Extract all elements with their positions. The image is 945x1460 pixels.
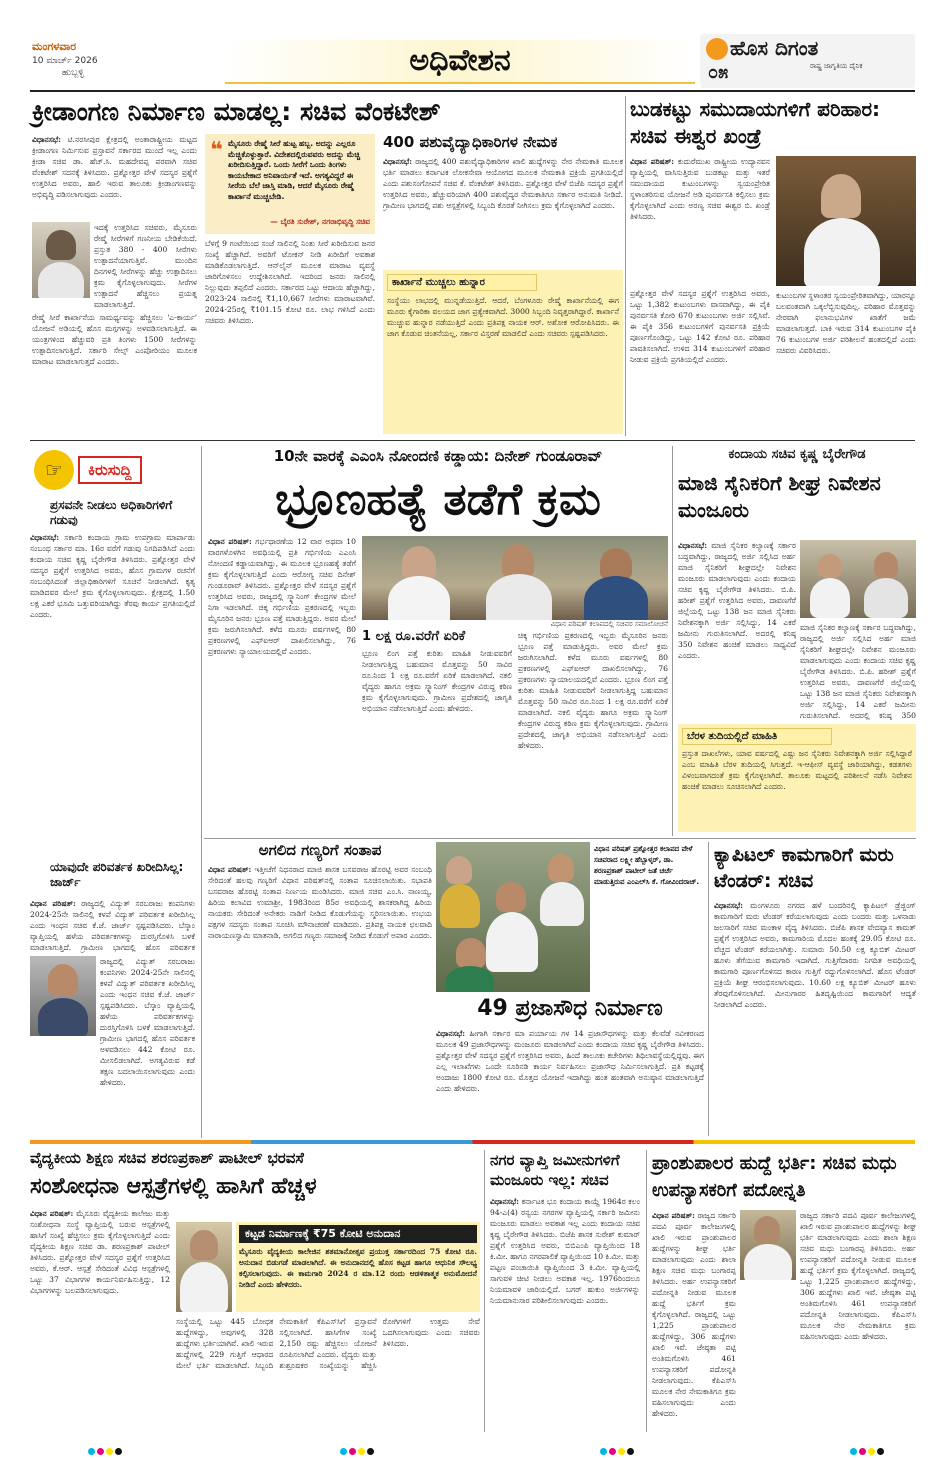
- dateline: ವಿಧಾನಸಭೆ:: [30, 533, 60, 542]
- george-photo: [30, 956, 96, 1036]
- story-text: ಪ್ರಶ್ನೋತ್ತರ ವೇಳೆ ಸದಸ್ಯರ ಪ್ರಶ್ನೆಗೆ ಉತ್ತರಿಸಿದ ಅವರು, ಒಟ್ಟು 1,382 ಕುಟುಂಬಗಳು ವಾಸವಾಗಿದ್ದು, ಈ ಪೈಕಿ ಪುನರ್ವಸತಿ ಕೋರಿ 670 ಕುಟುಂಬಗಳು ಅರ್ಜಿ ಸಲ್ಲಿಸಿವೆ. ಈ ಪೈಕಿ 356 ಕುಟುಂಬಗಳಿಗೆ ಪುನರ್ವಸತಿ ಪ್ರಕ್ರಿಯೆ ಪೂರ್ಣಗೊಂಡಿದ್ದು, ಒಟ್ಟು 142 ಕೋಟಿ ರೂ. ಪರಿಹಾರ ಪಾವತಿಸಲಾಗಿದೆ. ಉಳಿದ 314 ಕುಟುಂಬಗಳಿಗೆ ಪರಿಹಾರ ನೀಡುವ ಪ್ರಕ್ರಿಯೆ ಪ್ರಗತಿಯಲ್ಲಿದೆ ಎಂದರು.: [630, 289, 770, 364]
- story-text: ಬೆಳಗ್ಗೆ 9 ಗಂಟೆಯಿಂದ ಸಂಜೆ ಸಾಲಿನಲ್ಲಿ ನಿಂತು ಸೀರೆ ಖರೀದಿಸುವ ಜನರ ಸಂಖ್ಯೆ ಹೆಚ್ಚಾಗಿದೆ. ಅವರಿಗೆ ಟೋಕನ್ ನೀಡಿ ಖರೀದಿಗೆ ಅವಕಾಶ ಮಾಡಿಕೊಡಲಾಗುತ್ತಿದೆ. ಆನ್‌ಲೈನ್ ಮೂಲಕ ಮಾರಾಟ ವ್ಯವಸ್ಥೆ ಜಾರಿಗೊಳಿಸಲು ಉದ್ದೇಶಿಸಲಾಗಿದೆ. ಇದರಿಂದ ಜನರು ಸಾಲಿನಲ್ಲಿ ನಿಲ್ಲುವುದು ತಪ್ಪಲಿದೆ ಎಂದರು. ಸರ್ಕಾರದ ಒಟ್ಟು ಆದಾಯ ಹೆಚ್ಚಾಗಿದ್ದು, 2023-24 ಸಾಲಿನಲ್ಲಿ ₹1,10,667 ಸೀರೆಗಳು ಮಾರಾಟವಾಗಿವೆ. 2024-25ರಲ್ಲಿ ₹101.15 ಕೋಟಿ ರೂ. ಲಾಭ ಗಳಿಸಿದೆ ಎಂದು ಸಚಿವರು ತಿಳಿಸಿದರು.: [205, 239, 375, 325]
- dateline: ವಿಧಾನ ಪರಿಷತ್:: [30, 1209, 74, 1218]
- headline-capital: ಕ್ಯಾಪಿಟಲ್ ಕಾಮಗಾರಿಗೆ ಮರು ಟೆಂಡರ್: ಸಚಿವ: [714, 844, 894, 892]
- masthead-rule: [30, 90, 915, 92]
- kirusuddi-banner: [30, 446, 190, 494]
- weekday: ಮಂಗಳವಾರ: [32, 40, 77, 53]
- dateline: ವಿಧಾನ ಪರಿಷತ್:: [630, 157, 675, 166]
- dateline: ವಿಧಾನಸಭೆ:: [32, 135, 62, 144]
- dateline: ವಿಧಾನ ಪರಿಷತ್:: [208, 537, 252, 546]
- exsoldier-text-1: [678, 540, 796, 720]
- column-rule: [201, 446, 202, 1138]
- stadium-text-3: [32, 312, 197, 432]
- color-stripe: [30, 1140, 915, 1144]
- reward-box: [362, 630, 512, 834]
- story-text: ಮೈಸೂರು ವೈದ್ಯಕೀಯ ಕಾಲೇಜು ಮತ್ತು ಸಂಶೋಧನಾ ಸಂಸ್ಥೆ ವ್ಯಾಪ್ತಿಯಲ್ಲಿ ಬರುವ ಆಸ್ಪತ್ರೆಗಳಲ್ಲಿ ಹಾಸಿಗೆ ಸಂಖ್ಯೆ ಹೆಚ್ಚಿಸಲು ಕ್ರಮ ಕೈಗೊಳ್ಳಲಾಗುತ್ತಿದೆ ಎಂದು ವೈದ್ಯಕೀಯ ಶಿಕ್ಷಣ ಸಚಿವ ಡಾ. ಶರಣಪ್ರಕಾಶ್ ಪಾಟೀಲ್ ತಿಳಿಸಿದರು. ಪ್ರಶ್ನೋತ್ತರ ವೇಳೆ ಸದಸ್ಯರ ಪ್ರಶ್ನೆಗೆ ಉತ್ತರಿಸಿದ ಅವರು, ಕೆ.ಆರ್. ಆಸ್ಪತ್ರೆ ಸೇರಿದಂತೆ ವಿವಿಧ ಆಸ್ಪತ್ರೆಗಳಲ್ಲಿ ಒಟ್ಟು 37 ವಿಭಾಗಗಳ ಕಾರ್ಯನಿರ್ವಹಿಸುತ್ತಿದ್ದು, 12 ವಿಭಾಗಗಳನ್ನು ಬಲಪಡಿಸಲಾಗುವುದು.: [30, 1209, 170, 1295]
- story-text: ಕರ್ನಾಟಕ ಭೂ ಕಂದಾಯ ಕಾಯ್ದೆ 1964ರ ಕಲಂ 94-ಎ(4) ರನ್ವಯ ನಗರಗಳ ವ್ಯಾಪ್ತಿಯಲ್ಲಿ ಸರ್ಕಾರಿ ಜಮೀನು ಮಂಜೂರು ಮಾಡಲು ಅವಕಾಶ ಇಲ್ಲ ಎಂದು ಕಂದಾಯ ಸಚಿವ ಕೃಷ್ಣ ಬೈರೇಗೌಡ ತಿಳಿಸಿದರು. ಬಿಜೆಪಿ ಶಾಸಕ ಸುರೇಶ್ ಕುಮಾರ್ ಪ್ರಶ್ನೆಗೆ ಉತ್ತರಿಸಿದ ಅವರು, ಬಿಬಿಎಂಪಿ ವ್ಯಾಪ್ತಿಯಿಂದ 18 ಕಿ.ಮೀ. ಹಾಗೂ ನಗರಪಾಲಿಕೆ ವ್ಯಾಪ್ತಿಯಿಂದ 10 ಕಿ.ಮೀ. ಮತ್ತು ಪಟ್ಟಣ ಪಂಚಾಯಿತಿ ವ್ಯಾಪ್ತಿಯಿಂದ 3 ಕಿ.ಮೀ. ವ್ಯಾಪ್ತಿಯಲ್ಲಿ ಸಾಗುವಳಿ ಚೀಟಿ ನೀಡಲು ಅವಕಾಶ ಇಲ್ಲ. 1976ರಿಂದಲೂ ನಿಯಮಾವಳಿ ಜಾರಿಯಲ್ಲಿದೆ. ಬಗರ್ ಹುಕುಂ ಅರ್ಜಿಗಳನ್ನು ನಿಯಮಾನುಸಾರ ಪರಿಶೀಲಿಸಲಾಗುವುದು ಎಂದರು.: [490, 1197, 640, 1305]
- lead-headline: ಭ್ರೂಣಹತ್ಯೆ ತಡೆಗೆ ಕ್ರಮ: [275, 474, 601, 525]
- brand-logo: [700, 34, 915, 88]
- story-text: ಮಂಗಳೂರು ನಗರದ ಹಳೆ ಬಂದರಿನಲ್ಲಿ ಕ್ಯಾಪಿಟಲ್ ಡ್ರೆಜ್ಜಿಂಗ್ ಕಾಮಗಾರಿಗೆ ಮರು ಟೆಂಡರ್ ಕರೆಯಲಾಗುವುದು ಎಂದು ಬಂದರು ಮತ್ತು ಒಳನಾಡು ಜಲಸಾರಿಗೆ ಸಚಿವ ಮಂಕಾಳ ವೈದ್ಯ ತಿಳಿಸಿದರು. ಬಿಜೆಪಿ ಶಾಸಕ ವೇದವ್ಯಾಸ ಕಾಮತ್ ಪ್ರಶ್ನೆಗೆ ಉತ್ತರಿಸಿದ ಅವರು, ಕಾಮಗಾರಿಯ ಮೊದಲ ಹಂತಕ್ಕೆ 29.05 ಕೋಟಿ ರೂ. ವೆಚ್ಚದ ಟೆಂಡರ್ ಕರೆಯಲಾಗಿತ್ತು. ಸುಮಾರು 50.50 ಲಕ್ಷ ಕ್ಯೂಬಿಕ್ ಮೀಟರ್ ಹೂಳು ತೆಗೆಯುವ ಕಾಮಗಾರಿ ಇದಾಗಿದೆ. ಗುತ್ತಿಗೆದಾರರು ನಿಗದಿತ ಅವಧಿಯಲ್ಲಿ ಕಾಮಗಾರಿ ಪೂರ್ಣಗೊಳಿಸದ ಕಾರಣ ಗುತ್ತಿಗೆ ರದ್ದುಗೊಳಿಸಲಾಗಿದೆ. ಹೊಸ ಟೆಂಡರ್ ಪ್ರಕ್ರಿಯೆ ಶೀಘ್ರ ಆರಂಭಿಸಲಾಗುವುದು. 10.60 ಲಕ್ಷ ಕ್ಯೂಬಿಕ್ ಮೀಟರ್ ಹೂಳು ತೆರವುಗೊಳಿಸಲಾಗಿದೆ. ಮೀನುಗಾರರ ಹಿತದೃಷ್ಟಿಯಿಂದ ಕಾಮಗಾರಿಗೆ ಆದ್ಯತೆ ನೀಡಲಾಗಿದೆ ಎಂದರು.: [714, 901, 916, 1009]
- info-subheadline: ಬೆರಳ ತುದಿಯಲ್ಲಿದೆ ಮಾಹಿತಿ: [682, 728, 832, 745]
- story-text: ರಾಜ್ಯದಲ್ಲಿ ವಿದ್ಯುತ್ ಸರಬರಾಜು ಕಂಪನಿಗಳು 2024-25ನೇ ಸಾಲಿನಲ್ಲಿ ಕಳಪೆ ವಿದ್ಯುತ್ ಪರಿವರ್ತಕ ಖರೀದಿಸಿಲ್ಲ ಎಂದು ಇಂಧನ ಸಚಿವ ಕೆ.ಜೆ. ಜಾರ್ಜ್ ಸ್ಪಷ್ಟಪಡಿಸಿದರು. ಬೆಸ್ಕಾಂ ವ್ಯಾಪ್ತಿಯಲ್ಲಿ ಹಳೆಯ ಪರಿವರ್ತಕಗಳನ್ನು ದುರಸ್ತಿಗೊಳಿಸಿ ಬಳಕೆ ಮಾಡಲಾಗುತ್ತಿದೆ. ಗ್ರಾಮೀಣ ಭಾಗದಲ್ಲಿ ಹೊಸ ಪರಿವರ್ತಕ: [30, 899, 195, 952]
- dateline: ವಿಧಾನಸಭೆ:: [678, 541, 708, 550]
- kiru-title-2: ಯಾವುದೇ ಪರಿವರ್ತಕ ಖರೀದಿಸಿಲ್ಲ: ಜಾರ್ಜ್: [50, 860, 184, 889]
- madhu-photo: [740, 1210, 796, 1280]
- quote-author: — ಬೈರತಿ ಸುರೇಶ್, ನಗರಾಭಿವೃದ್ಧಿ ಸಚಿವ: [270, 217, 370, 226]
- headline-condolence: ಅಗಲಿದ ಗಣ್ಯರಿಗೆ ಸಂತಾಪ: [258, 841, 382, 859]
- tribal-text-3: [776, 290, 916, 434]
- headline-tribal: ಬುಡಕಟ್ಟು ಸಮುದಾಯಗಳಿಗೆ ಪರಿಹಾರ: ಸಚಿವ ಈಶ್ವರ ಖಂಡ್ರೆ: [630, 97, 881, 148]
- hand-icon: ☞: [34, 450, 74, 490]
- column-rule: [625, 96, 626, 436]
- story-text: ಚಿಕ್ಕ ಗರ್ಭಿಣಿಯ ಪ್ರಕರಣದಲ್ಲಿ ಇಬ್ಬರು ಮೈಸೂರಿನ ಜನರು ಭ್ರೂಣ ಪತ್ತೆ ಮಾಡುತ್ತಿದ್ದರು. ಅವರ ಮೇಲೆ ಕ್ರಮ ಜರುಗಿಸಲಾಗಿದೆ. ಕಳೆದ ಮೂರು ವರ್ಷಗಳಲ್ಲಿ 80 ಪ್ರಕರಣಗಳಲ್ಲಿ ಎಫ್‌ಐಆರ್ ದಾಖಲಿಸಲಾಗಿದ್ದು, 76 ಪ್ರಕರಣಗಳು ನ್ಯಾಯಾಲಯದಲ್ಲಿವೆ ಎಂದರು.: [518, 631, 668, 684]
- condolence-text: [208, 864, 432, 1136]
- headline-urban-land: ನಗರ ವ್ಯಾಪ್ತಿ ಜಮೀನುಗಳಿಗೆ ಮಂಜೂರು ಇಲ್ಲ: ಸಚಿವ: [490, 1151, 620, 1189]
- headline-prajasoudha: 49 ಪ್ರಜಾಸೌಧ ನಿರ್ಮಾಣ: [477, 996, 663, 1021]
- dateline: ವಿಧಾನ ಪರಿಷತ್:: [652, 1211, 695, 1220]
- dateline: ವಿಧಾನಸಭೆ:: [383, 157, 413, 166]
- tribal-text-2: [630, 288, 770, 434]
- kiru-text-2a: [30, 898, 195, 954]
- council-photo-caption: ವಿಧಾನ ಪರಿಷತ್ ಪ್ರಶ್ನೋತ್ತರ ಕಲಾಪದ ವೇಳೆ ಸಚಿವರಾದ ಲಕ್ಷ್ಮೀ ಹೆಬ್ಬಾಳ್ಕರ್, ಡಾ. ಶರಣಪ್ರಕಾಶ್ ಪಾಟೀಲ್ ಜತೆ ಚರ್ಚೆ ಮಾಡುತ್ತಿರುವ ಎಂಎಲ್‌ಸಿ ಕೆ. ಗೋವಿಂದರಾಜ್.: [594, 845, 700, 886]
- lead-kicker: 10ನೇ ವಾರಕ್ಕೆ ಎಎಂಸಿ ನೋಂದಣಿ ಕಡ್ಡಾಯ: ದಿನೇಶ್ ಗುಂಡೂರಾವ್: [273, 447, 603, 465]
- kiru-title-1: ಪ್ರಸವನೇ ನೀಡಲು ಅಧಿಕಾರಿಗಳಿಗೆ ಗಡುವು: [50, 498, 173, 527]
- lead-photo-caption: ವಿಧಾನ ಪರಿಷತ್ ಕಲಾಪದಲ್ಲಿ ಸಚಿವರ ಸಮಾಲೋಚನೆ: [550, 620, 668, 628]
- dateline: ವಿಧಾನ ಪರಿಷತ್:: [208, 865, 252, 874]
- story-text: ಚಿಕ್ಕ ಗರ್ಭಿಣಿಯ ಪ್ರಕರಣದಲ್ಲಿ ಇಬ್ಬರು ಮೈಸೂರಿನ ಜನರು ಭ್ರೂಣ ಪತ್ತೆ ಮಾಡುತ್ತಿದ್ದರು. ಅವರ ಮೇಲೆ ಕ್ರಮ ಜರುಗಿಸಲಾಗಿದೆ. ಕಳೆದ ಮೂರು ವರ್ಷಗಳಲ್ಲಿ 80 ಪ್ರಕರಣಗಳಲ್ಲಿ ಎಫ್‌ಐಆರ್ ದಾಖಲಿಸಲಾಗಿದ್ದು, 76 ಪ್ರಕರಣಗಳು ನ್ಯಾಯಾಲಯದಲ್ಲಿವೆ ಎಂದರು.: [208, 603, 356, 656]
- lamp-icon: [706, 38, 728, 60]
- story-text: ಟಿ.ನರಸೀಪುರ ಕ್ಷೇತ್ರದಲ್ಲಿ ಅಂತಾರಾಷ್ಟ್ರೀಯ ಮಟ್ಟದ ಕ್ರೀಡಾಂಗಣ ನಿರ್ಮಿಸುವ ಪ್ರಸ್ತಾವನೆ ಸರ್ಕಾರದ ಮುಂದೆ ಇಲ್ಲ ಎಂದು ಕ್ರೀಡಾ ಸಚಿವ ಡಾ. ಹೆಚ್.ಸಿ. ಮಹದೇವಪ್ಪ ಪರವಾಗಿ ಸಚಿವ ವೆಂಕಟೇಶ್ ಸದನಕ್ಕೆ ತಿಳಿಸಿದರು. ಪ್ರಶ್ನೋತ್ತರ ವೇಳೆ ಸದಸ್ಯರ ಪ್ರಶ್ನೆಗೆ ಉತ್ತರಿಸಿದ ಅವರು, ಹಾಲಿ ಇರುವ ತಾಲೂಕು ಕ್ರೀಡಾಂಗಣವನ್ನು ಅಭಿವೃದ್ಧಿ ಪಡಿಸಲಾಗುವುದು ಎಂದರು.: [32, 135, 197, 199]
- story-text: ಭ್ರೂಣ ಲಿಂಗ ಪತ್ತೆ ಕುರಿತು ಮಾಹಿತಿ ನೀಡುವವರಿಗೆ ನೀಡಲಾಗುತ್ತಿದ್ದ ಬಹುಮಾನ ಮೊತ್ತವನ್ನು 50 ಸಾವಿರ ರೂ.ನಿಂದ 1 ಲಕ್ಷ ರೂ.ವರೆಗೆ ಏರಿಕೆ ಮಾಡಲಾಗಿದೆ. ನಕಲಿ ವೈದ್ಯರು ಹಾಗೂ ಅಕ್ರಮ ಸ್ಕ್ಯಾನಿಂಗ್ ಕೇಂದ್ರಗಳ ವಿರುದ್ಧ ಕಠಿಣ ಕ್ರಮ ಕೈಗೊಳ್ಳಲಾಗುವುದು. ಗ್ರಾಮೀಣ ಪ್ರದೇಶದಲ್ಲಿ ಜಾಗೃತಿ ಅಭಿಯಾನ ನಡೆಸಲಾಗುತ್ತಿದೆ ಎಂದು ಹೇಳಿದರು.: [518, 675, 668, 750]
- exsoldier-kicker: ಕಂದಾಯ ಸಚಿವ ಕೃಷ್ಣ ಬೈರೇಗೌಡ: [728, 447, 866, 462]
- date-block: [32, 40, 98, 78]
- kirusuddi-label: ಕಿರುಸುದ್ದಿ: [78, 456, 142, 484]
- lead-text-2: [518, 630, 668, 834]
- story-text: ಇದಕ್ಕೆ ಉತ್ತರಿಸಿದ ಸಚಿವರು, ಮೈಸೂರು ರೇಷ್ಮೆ ಸೀರೆಗಳಿಗೆ ಗಣನೀಯ ಬೇಡಿಕೆಯಿದೆ. ಪ್ರಸ್ತುತ 380 - 400 ಸೀರೆಗಳು ಉತ್ಪಾದನೆಯಾಗುತ್ತಿವೆ. ಮುಂದಿನ ದಿನಗಳಲ್ಲಿ ಸೀರೆಗಳನ್ನು ಹೆಚ್ಚು ಉತ್ಪಾದಿಸಲು ಕ್ರಮ ಕೈಗೊಳ್ಳಲಾಗುವುದು. ಸೀರೆಗಳ ಉತ್ಪಾದನೆ ಹೆಚ್ಚಿಸಲು ಪ್ರಯತ್ನ ಮಾಡಲಾಗುತ್ತಿದೆ.: [94, 223, 197, 309]
- story-text: ಕುದುರೆಮುಖ ರಾಷ್ಟ್ರೀಯ ಉದ್ಯಾನವನ ವ್ಯಾಪ್ತಿಯಲ್ಲಿ ವಾಸಿಸುತ್ತಿರುವ ಬುಡಕಟ್ಟು ಮತ್ತು ಇತರೆ ಸಮುದಾಯದ ಕುಟುಂಬಗಳನ್ನು ಸ್ವಯಂಪ್ರೇರಿತ ಸ್ಥಳಾಂತರಿಸುವ ಯೋಜನೆ ಅಡಿ ಪುನರ್ವಸತಿ ಕಲ್ಪಿಸಲು ಕ್ರಮ ಕೈಗೊಳ್ಳಲಾಗಿದೆ ಎಂದು ಅರಣ್ಯ ಸಚಿವ ಈಶ್ವರ ಬಿ. ಖಂಡ್ರೆ ತಿಳಿಸಿದರು.: [630, 157, 770, 221]
- story-text: ಹೀಗಾಗಿ ಸರ್ಕಾರ ಮಾ ಪರ್ಯಾಯ ಗಳ 14 ಪ್ರಜಾಸೌಧಗಳನ್ನು ಮತ್ತು ಕೆಲವೆಡೆ ನವೀಕರಣದ ಮೂಲಕ 49 ಪ್ರಜಾಸೌಧಗಳನ್ನು ಮಂಜೂರು ಮಾಡಲಾಗಿದೆ ಎಂದು ಕಂದಾಯ ಸಚಿವ ಕೃಷ್ಣ ಬೈರೇಗೌಡ ತಿಳಿಸಿದರು. ಪ್ರಶ್ನೋತ್ತರ ವೇಳೆ ಸದಸ್ಯರ ಪ್ರಶ್ನೆಗೆ ಉತ್ತರಿಸಿದ ಅವರು, ಹಿಂದೆ ತಾಲೂಕು ಕಚೇರಿಗಳು ಶಿಥಿಲಾವಸ್ಥೆಯಲ್ಲಿದ್ದವು. ಈಗ ಎಲ್ಲ ಇಲಾಖೆಗಳು ಒಂದೇ ಸೂರಿನಡಿ ಕಾರ್ಯ ನಿರ್ವಹಿಸಲು ಪ್ರಜಾಸೌಧ ನಿರ್ಮಿಸಲಾಗುತ್ತಿದೆ. ಪ್ರತಿ ಕಟ್ಟಡಕ್ಕೆ ಅಂದಾಜು 1800 ಕೋಟಿ ರೂ. ಮೊತ್ತದ ಯೋಜನೆ ಇದಾಗಿದ್ದು ಹಂತ ಹಂತವಾಗಿ ಅನುಷ್ಠಾನ ಮಾಡಲಾಗುತ್ತಿದೆ ಎಂದು ಹೇಳಿದರು.: [436, 1029, 704, 1093]
- kiru-text-2b: [100, 956, 195, 1126]
- dateline: ವಿಧಾನಸಭೆ:: [436, 1029, 466, 1038]
- column-rule: [708, 842, 709, 1136]
- story-text: ಸಂಸ್ಥೆಯಲ್ಲಿ ಒಟ್ಟು 445 ಬೋಧಕ ಹುದ್ದೆಗಳಿದ್ದು, ಅವುಗಳಲ್ಲಿ 328 ಹುದ್ದೆಗಳು ಭರ್ತಿಯಾಗಿವೆ. ಖಾಲಿ ಇರುವ ಹುದ್ದೆಗಳಲ್ಲಿ 229 ಗುತ್ತಿಗೆ ಆಧಾರದ ಮೇಲೆ ಭರ್ತಿ ಮಾಡಲಾಗಿದೆ. ಸಿಬ್ಬಂದಿ ನೇಮಕಾತಿಗೆ ಕೆಪಿಎಸ್‌ಸಿಗೆ ಪ್ರಸ್ತಾವನೆ ಸಲ್ಲಿಸಲಾಗಿದೆ. ಹಾಸಿಗೆಗಳ ಸಂಖ್ಯೆ 2,150 ರಷ್ಟು ಹೆಚ್ಚಿಸಲು ಯೋಜನೆ ರೂಪಿಸಲಾಗಿದೆ ಎಂದರು. ವೈದ್ಯರು ಮತ್ತು ಶುಶ್ರೂಷಕರ ಸಂಖ್ಯೆಯನ್ನು ಹೆಚ್ಚಿಸಿ ರೋಗಿಗಳಿಗೆ ಉತ್ತಮ ಸೇವೆ ಒದಗಿಸಲಾಗುವುದು ಎಂದು ಸಚಿವರು ತಿಳಿಸಿದರು.: [176, 1317, 480, 1370]
- story-text: ಮಾಜಿ ಸೈನಿಕರ ಕಲ್ಯಾಣಕ್ಕೆ ಸರ್ಕಾರ ಬದ್ಧವಾಗಿದ್ದು, ರಾಜ್ಯದಲ್ಲಿ ಅರ್ಜಿ ಸಲ್ಲಿಸಿದ ಅರ್ಹ ಮಾಜಿ ಸೈನಿಕರಿಗೆ ಶೀಘ್ರದಲ್ಲೇ ನಿವೇಶನ ಮಂಜೂರು ಮಾಡಲಾಗುವುದು ಎಂದು ಕಂದಾಯ ಸಚಿವ ಕೃಷ್ಣ ಬೈರೇಗೌಡ ತಿಳಿಸಿದರು. ಬಿ.ಪಿ. ಹರೀಶ್ ಪ್ರಶ್ನೆಗೆ ಉತ್ತರಿಸಿದ ಅವರು, ದಾವಣಗೆರೆ ಜಿಲ್ಲೆಯಲ್ಲಿ ಒಟ್ಟು 138 ಜನ ಮಾಜಿ ಸೈನಿಕರು ನಿವೇಶನಕ್ಕಾಗಿ ಅರ್ಜಿ ಸಲ್ಲಿಸಿದ್ದು, 14 ಎಕರೆ ಜಮೀನು ಗುರುತಿಸಲಾಗಿದೆ. ಅದರಲ್ಲಿ ಕನಿಷ್ಠ 350: [800, 623, 916, 720]
- print-registration-marks: [600, 1440, 636, 1459]
- medical-kicker: ವೈದ್ಯಕೀಯ ಶಿಕ್ಷಣ ಸಚಿವ ಶರಣಪ್ರಕಾಶ್ ಪಾಟೀಲ್ ಭರವಸೆ: [30, 1149, 304, 1167]
- masthead: [0, 0, 945, 92]
- lead-text-1: [208, 536, 356, 832]
- story-text: ಸರ್ಕಾರಿ ಕಂದಾಯ ಗ್ರಾಮ ಉಪಗ್ರಾಮ ಮಾರ್ಪಾಡು ಸಂಬಂಧ ಸರ್ಕಾರ ಮಾ. 16ರ ವರೆಗೆ ಗಡುವು ನಿಗದಿಪಡಿಸಿದೆ ಎಂದು ಕಂದಾಯ ಸಚಿವ ಕೃಷ್ಣ ಬೈರೇಗೌಡ ತಿಳಿಸಿದರು. ಪ್ರಶ್ನೋತ್ತರ ವೇಳೆ ಸದಸ್ಯರ ಪ್ರಶ್ನೆಗೆ ಉತ್ತರಿಸಿದ ಅವರು, ಹೊಸ ಗ್ರಾಮಗಳ ರಚನೆಗೆ ಸಂಬಂಧಿಸಿದಂತೆ ಜಿಲ್ಲಾಧಿಕಾರಿಗಳಿಗೆ ಸೂಚನೆ ನೀಡಲಾಗಿದೆ. ಕೃತ್ಯ ಮಾಡಿದವರ ಮೇಲೆ ಕ್ರಮ ಕೈಗೊಳ್ಳಲಾಗುವುದು. ಕ್ಷೇತ್ರದಲ್ಲಿ 1.50 ಲಕ್ಷ ಎಕರೆ ಭೂಮಿ ಒತ್ತುವರಿಯಾಗಿದ್ದು ತೆರವು ಕಾರ್ಯ ಪ್ರಗತಿಯಲ್ಲಿದೆ ಎಂದರು.: [30, 533, 195, 619]
- reward-subheadline: 1 ಲಕ್ಷ ರೂ.ವರೆಗೆ ಏರಿಕೆ: [362, 629, 466, 644]
- print-registration-marks: [850, 1440, 886, 1459]
- story-text: ಗರ್ಭಧಾರಣೆಯ 12 ವಾರ ಅಥವಾ 10 ವಾರಗಳೊಳಗಿನ ಅವಧಿಯಲ್ಲಿ ಪ್ರತಿ ಗರ್ಭಿಣಿಯ ಎಎಂಸಿ ನೋಂದಣಿ ಕಡ್ಡಾಯವಾಗಿದ್ದು, ಈ ಮೂಲಕ ಭ್ರೂಣಹತ್ಯೆ ತಡೆಗೆ ಕ್ರಮ ಕೈಗೊಳ್ಳಲಾಗುತ್ತಿದೆ ಎಂದು ಆರೋಗ್ಯ ಸಚಿವ ದಿನೇಶ್ ಗುಂಡೂರಾವ್ ತಿಳಿಸಿದರು. ಪ್ರಶ್ನೋತ್ತರ ವೇಳೆ ಸದಸ್ಯರ ಪ್ರಶ್ನೆಗೆ ಉತ್ತರಿಸಿದ ಅವರು, ರಾಜ್ಯದಲ್ಲಿ ಸ್ಕ್ಯಾನಿಂಗ್ ಕೇಂದ್ರಗಳ ಮೇಲೆ ನಿಗಾ ಇಡಲಾಗಿದೆ.: [208, 537, 356, 612]
- column-rule: [672, 446, 673, 836]
- kirusuddi-column: [30, 446, 198, 1136]
- issue-date: 10 ಮಾರ್ಚ್ 2026: [32, 56, 98, 66]
- paper-name: ಹೊಸ ದಿಗಂತ: [730, 36, 819, 60]
- column-rule: [646, 1150, 647, 1432]
- story-text: ರಾಜ್ಯದಲ್ಲಿ ವಿದ್ಯುತ್ ಸರಬರಾಜು ಕಂಪನಿಗಳು 2024-25ನೇ ಸಾಲಿನಲ್ಲಿ ಕಳಪೆ ವಿದ್ಯುತ್ ಪರಿವರ್ತಕ ಖರೀದಿಸಿಲ್ಲ ಎಂದು ಇಂಧನ ಸಚಿವ ಕೆ.ಜೆ. ಜಾರ್ಜ್ ಸ್ಪಷ್ಟಪಡಿಸಿದರು. ಬೆಸ್ಕಾಂ ವ್ಯಾಪ್ತಿಯಲ್ಲಿ ಹಳೆಯ ಪರಿವರ್ತಕಗಳನ್ನು ದುರಸ್ತಿಗೊಳಿಸಿ ಬಳಕೆ ಮಾಡಲಾಗುತ್ತಿದೆ. ಗ್ರಾಮೀಣ ಭಾಗದಲ್ಲಿ ಹೊಸ ಪರಿವರ್ತಕ ಅಳವಡಿಸಲು 442 ಕೋಟಿ ರೂ. ಮೀಸಲಿಡಲಾಗಿದೆ. ಅಗತ್ಯವಿರುವ ಕಡೆ ತಕ್ಷಣ ಬದಲಾಯಿಸಲಾಗುವುದು ಎಂದು ಹೇಳಿದರು.: [100, 957, 195, 1087]
- council-photo: [436, 842, 590, 992]
- principal-text-2: [800, 1210, 916, 1430]
- quote-box: [205, 134, 375, 234]
- story-text: ರೇಷ್ಮೆ ಸೀರೆ ಕಾರ್ಖಾನೆಯ ಸಾಮರ್ಥ್ಯವನ್ನು ಹೆಚ್ಚಿಸಲು 'ಎ-ಕಾರ್ಯ' ಯೋಜನೆ ಅಡಿಯಲ್ಲಿ ಹೊಸ ಮಗ್ಗಗಳನ್ನು ಅಳವಡಿಸಲಾಗುತ್ತಿದೆ. ಈ ಯಂತ್ರಗಳಿಂದ ಹೆಚ್ಚುವರಿ ಪ್ರತಿ ತಿಂಗಳು 1500 ಸೀರೆಗಳನ್ನು ಉತ್ಪಾದಿಸಲಾಗುತ್ತಿದೆ. ಸರ್ಕಾರಿ ಸೇಲ್ಸ್ ಎಂಪೋರಿಯಂ ಮೂಲಕ ಮಾರಾಟ ಮಾಡಲಾಗುತ್ತದೆ ಎಂದರು.: [32, 313, 197, 366]
- exsoldier-text-2: [800, 622, 916, 720]
- section-rule: [30, 440, 915, 441]
- medical-text-1: [30, 1208, 170, 1430]
- story-text: ರಾಜ್ಯದಲ್ಲಿ 400 ಪಶುವೈದ್ಯಾಧಿಕಾರಿಗಳ ಖಾಲಿ ಹುದ್ದೆಗಳನ್ನು ನೇರ ನೇಮಕಾತಿ ಮೂಲಕ ಭರ್ತಿ ಮಾಡಲು ಕರ್ನಾಟಕ ಲೋಕಸೇವಾ ಆಯೋಗದ ಮೂಲಕ ನೇಮಕಾತಿ ಪ್ರಕ್ರಿಯೆ ಪ್ರಗತಿಯಲ್ಲಿದೆ ಎಂದು ಪಶುಸಂಗೋಪನೆ ಸಚಿವ ಕೆ. ವೆಂಕಟೇಶ್ ತಿಳಿಸಿದರು. ಪ್ರಶ್ನೋತ್ತರ ವೇಳೆ ಬಿಜೆಪಿ ಸದಸ್ಯರ ಪ್ರಶ್ನೆಗೆ ಉತ್ತರಿಸಿದ ಅವರು, ಹೆಚ್ಚುವರಿಯಾಗಿ 400 ಪಶುವೈದ್ಯರ ನೇಮಕಾತಿಗೂ ಸರ್ಕಾರ ಅನುಮತಿ ನೀಡಿದೆ. ಗ್ರಾಮೀಣ ಭಾಗದಲ್ಲಿ ಪಶು ಆಸ್ಪತ್ರೆಗಳಲ್ಲಿ ಸಿಬ್ಬಂದಿ ಕೊರತೆ ನೀಗಿಸಲು ಕ್ರಮ ಕೈಗೊಳ್ಳಲಾಗಿದೆ ಎಂದರು.: [383, 157, 623, 210]
- page-number: ೦೫: [708, 62, 729, 83]
- dateline: ವಿಧಾನ ಪರಿಷತ್:: [30, 899, 76, 908]
- dateline: ವಿಧಾನಸಭೆ:: [714, 901, 744, 910]
- section-banner: [225, 40, 695, 84]
- story-text: ರಾಜ್ಯದ ಸರ್ಕಾರಿ ಪದವಿ ಪೂರ್ವ ಕಾಲೇಜುಗಳಲ್ಲಿ ಖಾಲಿ ಇರುವ ಪ್ರಾಂಶುಪಾಲರ ಹುದ್ದೆಗಳನ್ನು ಶೀಘ್ರ ಭರ್ತಿ ಮಾಡಲಾಗುವುದು ಎಂದು ಶಾಲಾ ಶಿಕ್ಷಣ ಸಚಿವ ಮಧು ಬಂಗಾರಪ್ಪ ತಿಳಿಸಿದರು. ಅರ್ಹ ಉಪನ್ಯಾಸಕರಿಗೆ ಪದೋನ್ನತಿ ನೀಡುವ ಮೂಲಕ ಹುದ್ದೆ ಭರ್ತಿಗೆ ಕ್ರಮ ಕೈಗೊಳ್ಳಲಾಗಿದೆ. ರಾಜ್ಯದಲ್ಲಿ ಒಟ್ಟು 1,225 ಪ್ರಾಂಶುಪಾಲರ ಹುದ್ದೆಗಳಿದ್ದು, 306 ಹುದ್ದೆಗಳು ಖಾಲಿ ಇವೆ. ಜೇಷ್ಠತಾ ಪಟ್ಟಿ ಅಂತಿಮಗೊಳಿಸಿ 461 ಉಪನ್ಯಾಸಕರಿಗೆ ಪದೋನ್ನತಿ ನೀಡಲಾಗುವುದು. ಕೆಪಿಎಸ್‌ಸಿ ಮೂಲಕ ನೇರ ನೇಮಕಾತಿಗೂ ಕ್ರಮ ವಹಿಸಲಾಗುವುದು ಎಂದು ಹೇಳಿದರು.: [800, 1211, 916, 1341]
- info-box: [678, 724, 916, 832]
- quote-icon: ❝: [210, 138, 223, 163]
- lead-photo: [362, 536, 668, 620]
- story-text: ಮಾಜಿ ಸೈನಿಕರ ಕಲ್ಯಾಣಕ್ಕೆ ಸರ್ಕಾರ ಬದ್ಧವಾಗಿದ್ದು, ರಾಜ್ಯದಲ್ಲಿ ಅರ್ಜಿ ಸಲ್ಲಿಸಿದ ಅರ್ಹ ಮಾಜಿ ಸೈನಿಕರಿಗೆ ಶೀಘ್ರದಲ್ಲೇ ನಿವೇಶನ ಮಂಜೂರು ಮಾಡಲಾಗುವುದು ಎಂದು ಕಂದಾಯ ಸಚಿವ ಕೃಷ್ಣ ಬೈರೇಗೌಡ ತಿಳಿಸಿದರು. ಬಿ.ಪಿ. ಹರೀಶ್ ಪ್ರಶ್ನೆಗೆ ಉತ್ತರಿಸಿದ ಅವರು, ದಾವಣಗೆರೆ ಜಿಲ್ಲೆಯಲ್ಲಿ ಒಟ್ಟು 138 ಜನ ಮಾಜಿ ಸೈನಿಕರು ನಿವೇಶನಕ್ಕಾಗಿ ಅರ್ಜಿ ಸಲ್ಲಿಸಿದ್ದು, 14 ಎಕರೆ ಜಮೀನು ಗುರುತಿಸಲಾಗಿದೆ. ಅದರಲ್ಲಿ ಕನಿಷ್ಠ 350 ನಿವೇಶನ ಹಂಚಿಕೆ ಮಾಡಲು ಸಾಧ್ಯವಿದೆ ಎಂದರು.: [678, 541, 796, 660]
- medical-text-2: [176, 1316, 480, 1430]
- factory-box: [383, 270, 623, 434]
- capital-text: [714, 900, 916, 1136]
- exsoldier-headline: ಮಾಜಿ ಸೈನಿಕರಿಗೆ ಶೀಘ್ರ ನಿವೇಶನ ಮಂಜೂರು: [678, 471, 881, 522]
- print-registration-marks: [88, 1440, 124, 1459]
- minister-photo: [32, 222, 90, 298]
- story-text: ರಾಜ್ಯದ ಸರ್ಕಾರಿ ಪದವಿ ಪೂರ್ವ ಕಾಲೇಜುಗಳಲ್ಲಿ ಖಾಲಿ ಇರುವ ಪ್ರಾಂಶುಪಾಲರ ಹುದ್ದೆಗಳನ್ನು ಶೀಘ್ರ ಭರ್ತಿ ಮಾಡಲಾಗುವುದು ಎಂದು ಶಾಲಾ ಶಿಕ್ಷಣ ಸಚಿವ ಮಧು ಬಂಗಾರಪ್ಪ ತಿಳಿಸಿದರು. ಅರ್ಹ ಉಪನ್ಯಾಸಕರಿಗೆ ಪದೋನ್ನತಿ ನೀಡುವ ಮೂಲಕ ಹುದ್ದೆ ಭರ್ತಿಗೆ ಕ್ರಮ ಕೈಗೊಳ್ಳಲಾಗಿದೆ. ರಾಜ್ಯದಲ್ಲಿ ಒಟ್ಟು 1,225 ಪ್ರಾಂಶುಪಾಲರ ಹುದ್ದೆಗಳಿದ್ದು, 306 ಹುದ್ದೆಗಳು ಖಾಲಿ ಇವೆ. ಜೇಷ್ಠತಾ ಪಟ್ಟಿ ಅಂತಿಮಗೊಳಿಸಿ 461 ಉಪನ್ಯಾಸಕರಿಗೆ ಪದೋನ್ನತಿ ನೀಡಲಾಗುವುದು. ಕೆಪಿಎಸ್‌ಸಿ ಮೂಲಕ ನೇರ ನೇಮಕಾತಿಗೂ ಕ್ರಮ ವಹಿಸಲಾಗುವುದು ಎಂದು ಹೇಳಿದರು.: [652, 1211, 736, 1418]
- stadium-text-1: [32, 134, 197, 220]
- byregowda-photo: [800, 540, 916, 618]
- medical-headline: ಸಂಶೋಧನಾ ಆಸ್ಪತ್ರೆಗಳಲ್ಲಿ ಹಾಸಿಗೆ ಹೆಚ್ಚಳ: [30, 1174, 317, 1199]
- story-text: ಕುಟುಂಬಗಳ ಸ್ಥಳಾಂತರ ಸ್ವಯಂಪ್ರೇರಿತವಾಗಿದ್ದು, ಯಾರನ್ನೂ ಬಲವಂತವಾಗಿ ಒಕ್ಕಲೆಬ್ಬಿಸುವುದಿಲ್ಲ. ಪರಿಹಾರ ಮೊತ್ತವನ್ನು ನೇರವಾಗಿ ಫಲಾನುಭವಿಗಳ ಖಾತೆಗೆ ಜಮೆ ಮಾಡಲಾಗುತ್ತದೆ. ಬಾಕಿ ಇರುವ 314 ಕುಟುಂಬಗಳ ಪೈಕಿ 76 ಕುಟುಂಬಗಳ ಅರ್ಜಿ ಪರಿಶೀಲನೆ ಹಂತದಲ್ಲಿದೆ ಎಂದು ಸಚಿವರು ವಿವರಿಸಿದರು.: [776, 291, 916, 355]
- story-text: ಇತ್ತೀಚೆಗೆ ನಿಧನರಾದ ಮಾಜಿ ಶಾಸಕ ಬಸವರಾಜ ಹೊರಟ್ಟಿ ಅವರ ಸಂಬಂಧಿ ಸೇರಿದಂತೆ ಹಲವು ಗಣ್ಯರಿಗೆ ವಿಧಾನ ಪರಿಷತ್‌ನಲ್ಲಿ ಸಂತಾಪ ಸೂಚಿಸಲಾಯಿತು. ಸಭಾಪತಿ ಬಸವರಾಜ ಹೊರಟ್ಟಿ ಸಂತಾಪ ನಿರ್ಣಯ ಮಂಡಿಸಿದರು. ಮಾಜಿ ಸಚಿವ ಎಂ.ಸಿ. ನಾಣಯ್ಯ, ಹಿರಿಯ ಕಲಾವಿದ ಉಮಾಶ್ರೀ, 1983ರಿಂದ 85ರ ಅವಧಿಯಲ್ಲಿ ಶಾಸಕರಾಗಿದ್ದ ಹಿರಿಯ ನಾಯಕರು ಸೇರಿದಂತೆ ಅನೇಕರು ನಾಡಿಗೆ ನೀಡಿದ ಕೊಡುಗೆಯನ್ನು ಸ್ಮರಿಸಲಾಯಿತು. ಉಭಯ ಪಕ್ಷಗಳ ಸದಸ್ಯರು ಸಂತಾಪ ಸೂಚಿಸಿ ಮೌನಾಚರಣೆ ಮಾಡಿದರು. ಪ್ರತಿಪಕ್ಷ ನಾಯಕ ಛಲವಾದಿ ನಾರಾಯಣಸ್ವಾಮಿ ಮಾತನಾಡಿ, ಅಗಲಿದ ಗಣ್ಯರು ಸಮಾಜಕ್ಕೆ ನೀಡಿದ ಕೊಡುಗೆ ಅಪಾರ ಎಂದರು.: [208, 865, 432, 940]
- stadium-text-2: [94, 222, 197, 310]
- paper-tagline: ರಾಷ್ಟ್ರ ಜಾಗೃತಿಯ ದೈನಿಕ: [810, 62, 863, 70]
- prajasoudha-text: [436, 1028, 704, 1136]
- grant-box: [236, 1222, 480, 1312]
- urban-land-text: [490, 1196, 640, 1430]
- sharanprakash-photo: [176, 1222, 232, 1312]
- section-rule: [204, 838, 916, 839]
- column-rule: [484, 1150, 485, 1432]
- tribal-text-1: [630, 156, 770, 284]
- factory-subheadline: ಕಾರ್ಖಾನೆ ಮುಚ್ಚಲು ಹುನ್ನಾರ: [387, 274, 537, 291]
- khandre-photo: [776, 156, 916, 286]
- edition-city: ಹುಬ್ಬಳ್ಳಿ: [62, 68, 84, 78]
- stadium-text-4: [205, 238, 375, 434]
- vets-text: [383, 156, 623, 266]
- section-title: ಅಧಿವೇಶನ: [409, 43, 511, 78]
- headline-vets: 400 ಪಶುವೈದ್ಯಾಧಿಕಾರಿಗಳ ನೇಮಕ: [383, 133, 558, 151]
- headline-stadium: ಕ್ರೀಡಾಂಗಣ ನಿರ್ಮಾಣ ಮಾಡಲ್ಲ: ಸಚಿವ ವೆಂಕಟೇಶ್: [32, 97, 441, 126]
- headline-principal: ಪ್ರಾಂಶುಪಾಲರ ಹುದ್ದೆ ಭರ್ತಿ: ಸಚಿವ ಮಧು ಉಪನ್ಯಾಸಕರಿಗೆ ಪದೋನ್ನತಿ: [652, 1153, 897, 1201]
- print-registration-marks: [340, 1440, 376, 1459]
- dateline: ವಿಧಾನಸಭೆ:: [490, 1197, 520, 1206]
- grant-text: ಮೈಸೂರು ವೈದ್ಯಕೀಯ ಕಾಲೇಜಿನ ಶತಮಾನೋತ್ಸವ ಪ್ರಯುಕ್ತ ಸರ್ಕಾರದಿಂದ 75 ಕೋಟಿ ರೂ. ಅನುದಾನ ಬಿಡುಗಡೆ ಮಾಡಲಾಗಿದೆ. ಈ ಅನುದಾನದಲ್ಲಿ ಹೊಸ ಕಟ್ಟಡ ಹಾಗೂ ಆಧುನಿಕ ಸೌಲಭ್ಯ ಕಲ್ಪಿಸಲಾಗುವುದು. ಈ ಕಾಮಗಾರಿ 2024 ರ ಮಾ.12 ರಂದು ಆಡಳಿತಾತ್ಮಕ ಅನುಮೋದನೆ ನೀಡಿದೆ ಎಂದು ಹೇಳಿದರು.: [239, 1247, 477, 1289]
- principal-text-1: [652, 1210, 736, 1430]
- reward-text: ಭ್ರೂಣ ಲಿಂಗ ಪತ್ತೆ ಕುರಿತು ಮಾಹಿತಿ ನೀಡುವವರಿಗೆ ನೀಡಲಾಗುತ್ತಿದ್ದ ಬಹುಮಾನ ಮೊತ್ತವನ್ನು 50 ಸಾವಿರ ರೂ.ನಿಂದ 1 ಲಕ್ಷ ರೂ.ವರೆಗೆ ಏರಿಕೆ ಮಾಡಲಾಗಿದೆ. ನಕಲಿ ವೈದ್ಯರು ಹಾಗೂ ಅಕ್ರಮ ಸ್ಕ್ಯಾನಿಂಗ್ ಕೇಂದ್ರಗಳ ವಿರುದ್ಧ ಕಠಿಣ ಕ್ರಮ ಕೈಗೊಳ್ಳಲಾಗುವುದು. ಗ್ರಾಮೀಣ ಪ್ರದೇಶದಲ್ಲಿ ಜಾಗೃತಿ ಅಭಿಯಾನ ನಡೆಸಲಾಗುತ್ತಿದೆ ಎಂದು ಹೇಳಿದರು.: [362, 648, 512, 713]
- grant-headline: ಕಟ್ಟಡ ನಿರ್ಮಾಣಕ್ಕೆ ₹75 ಕೋಟಿ ಅನುದಾನ: [239, 1225, 477, 1243]
- factory-text: ಸಂಸ್ಥೆಯು ಲಾಭದಲ್ಲಿ ಮುನ್ನಡೆಯುತ್ತಿದೆ. ಆದರೆ, ಬೆಂಗಳೂರು ರೇಷ್ಮೆ ಕಾರ್ಖಾನೆಯಲ್ಲಿ ಈಗ ಮೂರು ಕೈಗಾರಿಕಾ ವಲಯದ ಜಾಗ ಪ್ರತ್ಯೇಕವಾಗಿದೆ. 3000 ಸಿಬ್ಬಂದಿ ನಿವೃತ್ತರಾಗಿದ್ದಾರೆ. ಕಾರ್ಖಾನೆ ಮುಚ್ಚುವ ಹುನ್ನಾರ ನಡೆಯುತ್ತಿದೆ ಎಂದು ಪ್ರತಿಪಕ್ಷ ನಾಯಕ ಆರ್. ಅಶೋಕ ಆರೋಪಿಸಿದರು. ಈ ಜಾಗ ಕೊಡುವ ಚಿಂತನೆಯಲ್ಲ, ಸರ್ಕಾರ ವಿಸ್ತರಣೆ ಮಾಡಲಿದೆ ಎಂದು ಸಚಿವರು ಸ್ಪಷ್ಟಪಡಿಸಿದರು.: [387, 296, 619, 338]
- quote-text: ಮೈಸೂರು ರೇಷ್ಮೆ ಸೀರೆ ಹುಟ್ಟ ಹಬ್ಬ. ಅದನ್ನು ಎಲ್ಲರೂ ಮೆಚ್ಚಿಕೊಳ್ಳುತ್ತಾರೆ. ವಿದೇಶದಲ್ಲಿರುವವರು ಅದನ್ನು ಮೆಚ್ಚಿ ಖರೀದಿಸುತ್ತಿದ್ದಾರೆ. ಒಂದು ಸೀರೆಗೆ ಒಂದು ತಿಂಗಳು ಕಾಯಬೇಕಾದ ಅನಿವಾರ್ಯತೆ ಇದೆ. ಅಗತ್ಯವಿದ್ದರೆ ಈ ಸೀರೆಯ ಬೆಲೆ ಜಾಸ್ತಿ ಮಾಡಿ, ಆದರೆ ಮೈಸೂರು ರೇಷ್ಮೆ ಕಾರ್ಖಾನೆ ಮುಚ್ಚಬೇಡಿ.: [228, 139, 361, 201]
- info-text: ಪ್ರಸ್ತುತ ದಾಖಲೆಗಳು, ಯಾವ ವರ್ಷದಲ್ಲಿ ಎಷ್ಟು ಜನ ಸೈನಿಕರು ನಿವೇಶನಕ್ಕಾಗಿ ಅರ್ಜಿ ಸಲ್ಲಿಸಿದ್ದಾರೆ ಎಂಬ ಮಾಹಿತಿ ಬೆರಳ ತುದಿಯಲ್ಲಿ ಸಿಗುತ್ತದೆ. ಇ-ಆಫೀಸ್ ವ್ಯವಸ್ಥೆ ಜಾರಿಯಾಗಿದ್ದು, ಕಡತಗಳು ವಿಳಂಬವಾಗದಂತೆ ಕ್ರಮ ಕೈಗೊಳ್ಳಲಾಗಿದೆ. ತಾಲೂಕು ಮಟ್ಟದಲ್ಲಿ ಪರಿಶೀಲನೆ ನಡೆಸಿ ನಿವೇಶನ ಹಂಚಿಕೆ ಮಾಡಲು ಸೂಚಿಸಲಾಗಿದೆ ಎಂದರು.: [682, 749, 912, 791]
- kiru-text-1: [30, 532, 195, 856]
